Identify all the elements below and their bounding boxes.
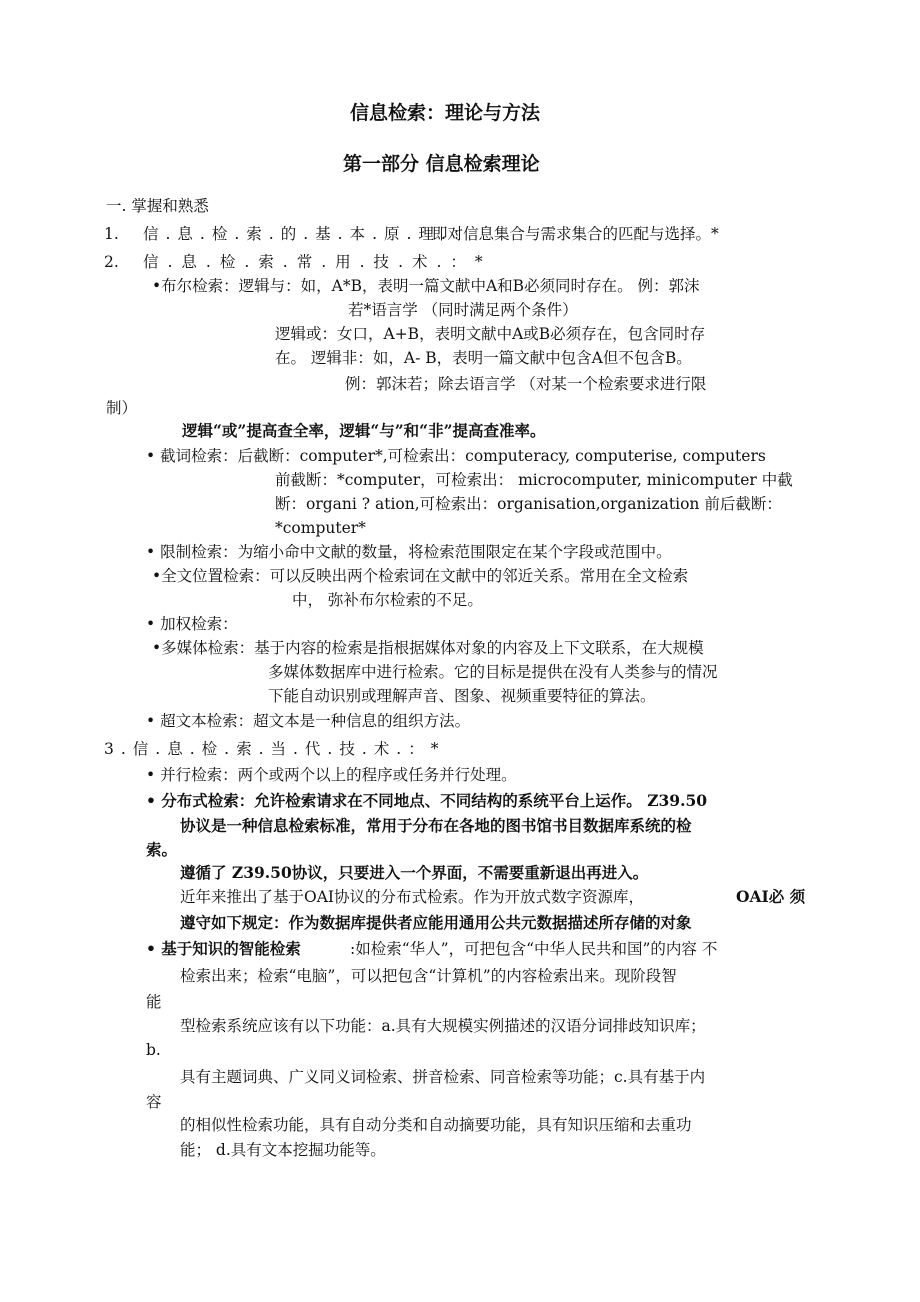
weighted-search: • 加权检索： [146,615,238,633]
distributed-line-2: 协议是一种信息检索标准，常用于分布在各地的图书馆书目数据库系统的检 [180,816,692,835]
intelligent-line-1a: • 基于知识的智能检索 [146,939,301,958]
intelligent-line-2: 检索出来；检索“电脑”，可以把包含“计算机”的内容检索出来。现阶段智 [180,967,677,985]
multimedia-line-1: •多媒体检索：基于内容的检索是指根据媒体对象的内容及上下文联系，在大规模 [152,639,704,657]
item1-title: 信.息.检.索.的.基.本.原.理.： [143,225,476,243]
item1-number: 1. [104,225,119,243]
truncation-line-4: *computer* [275,519,366,537]
distributed-line-5b: OAI必 须 [736,887,806,906]
item1-text: 即对信息集合与需求集合的匹配与选择。* [432,225,719,243]
distributed-line-5a: 近年来推出了基于OAI协议的分布式检索。作为开放式数字资源库， [180,888,645,906]
item3-title: 3.信.息.检.索.当.代.技.术.：* [104,740,446,758]
truncation-line-1: • 截词检索：后截断：computer*,可检索出：computeracy, computerise, computers [146,447,766,465]
boolean-line-3: 逻辑或：女口，A+B，表明文献中A或B必须存在，包含同时存 [275,325,706,343]
boolean-line-2: 若*语言学 （同时满足两个条件） [348,301,578,319]
distributed-line-3: 索。 [146,840,178,859]
fulltext-line-1: •全文位置检索：可以反映出两个检索词在文献中的邻近关系。常用在全文检索 [152,567,689,585]
intelligent-line-7: 容 [146,1093,162,1111]
item2-number: 2. [104,253,119,271]
intelligent-line-6: 具有主题词典、广义同义词检索、拼音检索、同音检索等功能；c.具有基于内 [180,1068,706,1086]
part-heading: 第一部分 信息检索理论 [343,153,540,175]
fulltext-line-2: 中， 弥补布尔检索的不足。 [292,591,483,609]
intelligent-line-8: 的相似性检索功能，具有自动分类和自动摘要功能，具有知识压缩和去重功 [180,1116,692,1134]
item2-title: 信.息.检.索.常.用.技.术.：* [143,253,492,271]
intelligent-line-3: 能 [146,993,162,1011]
boolean-bold-note: 逻辑“或”提高查全率，逻辑“与”和“非”提高查准率。 [182,421,546,440]
intelligent-line-4: 型检索系统应该有以下功能：a.具有大规模实例描述的汉语分词排歧知识库； [180,1017,706,1035]
limit-search: • 限制检索：为缩小命中文献的数量，将检索范围限定在某个字段或范围中。 [146,543,672,561]
intelligent-line-1b: :如检索“华人”，可把包含“中华人民共和国”的内容 不 [350,940,718,958]
hypertext-search: • 超文本检索：超文本是一种信息的组织方法。 [146,712,471,730]
boolean-line-5: 例：郭沫若；除去语言学 （对某一个检索要求进行限 [345,375,707,393]
section-heading: 一. 掌握和熟悉 [106,197,209,215]
distributed-line-1: • 分布式检索：允许检索请求在不同地点、不同结构的系统平台上运作。 Z39.50 [146,791,708,810]
multimedia-line-2: 多媒体数据库中进行检索。它的目标是提供在没有人类参与的情况 [268,663,718,681]
truncation-line-3: 断：organi ? ation,可检索出：organisation,organization 前后截断： [275,495,782,513]
multimedia-line-3: 下能自动识别或理解声音、图象、视频重要特征的算法。 [268,687,656,705]
distributed-line-4: 遵循了 Z39.50协议，只要进入一个界面，不需要重新退出再进入。 [180,863,649,882]
boolean-line-1: •布尔检索：逻辑与：如，A*B，表明一篇文献中A和B必须同时存在。 例：郭沫 [152,277,700,295]
parallel-search: • 并行检索：两个或两个以上的程序或任务并行处理。 [146,766,517,784]
intelligent-line-9: 能； d.具有文本挖掘功能等。 [180,1141,386,1159]
truncation-line-2: 前截断：*computer，可检索出： microcomputer, minicomputer 中截 [275,471,793,489]
document-title: 信息检索：理论与方法 [350,102,541,124]
boolean-line-6: 制） [106,399,138,417]
boolean-line-4: 在。 逻辑非：如，A- B，表明一篇文献中包含A但不包含B。 [275,349,692,367]
distributed-line-6: 遵守如下规定：作为数据库提供者应能用通用公共元数据描述所存储的对象 [180,913,692,932]
intelligent-line-5: b. [146,1041,161,1059]
